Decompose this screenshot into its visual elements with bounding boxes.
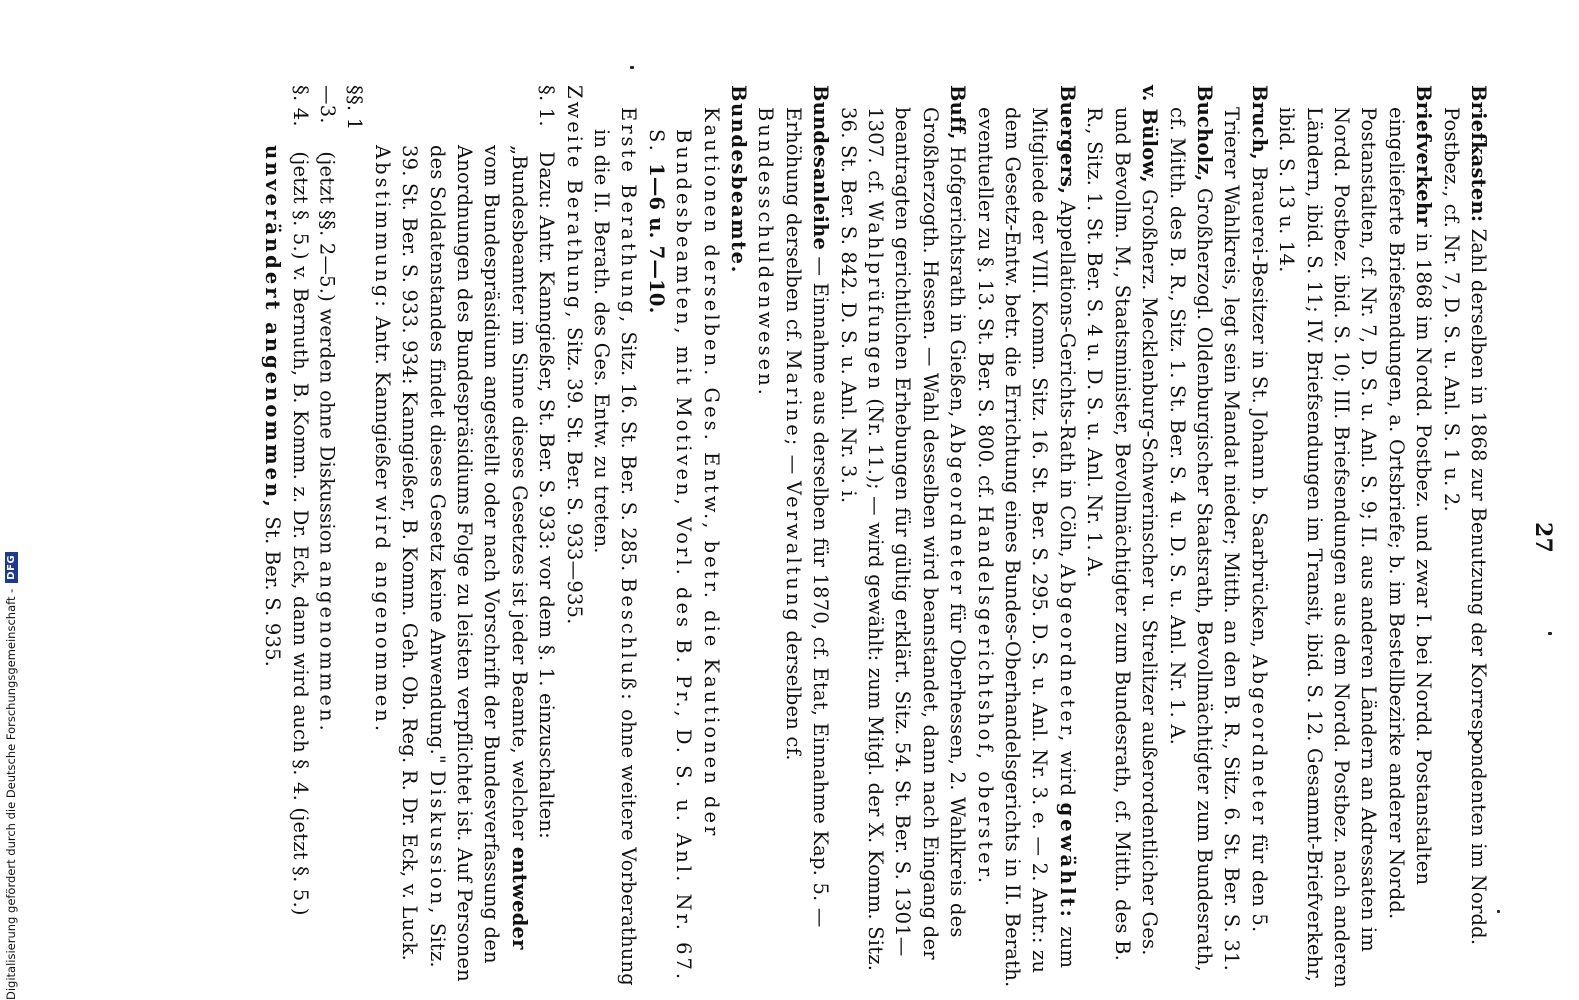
entry-spaced-term: gewählt: <box>1055 802 1079 920</box>
entry-keyword: Briefkasten: <box>1467 85 1490 223</box>
entry-text: wird <box>1055 744 1079 803</box>
entry-spaced-term: Beschluß: <box>617 577 641 703</box>
entry-text: Antr. Kanngießer <box>370 309 394 496</box>
entry-bold-term: entweder <box>507 846 531 950</box>
entry-bucholz <box>1163 85 1218 990</box>
entry-buergers <box>971 85 1081 990</box>
entry-spaced-term: Abstimmung: <box>370 145 394 310</box>
entry-keyword: Buergers, <box>1055 85 1079 195</box>
entry-spaced-term: Handelsgerichtshof, oberster. <box>973 505 997 887</box>
entry-text: Brauerei-Besitzer in St. Johann b. Saarbrücken, <box>1247 159 1271 655</box>
scan-speck <box>1497 910 1500 913</box>
entry-briefverkehr <box>1273 85 1437 990</box>
paragraph-1-3 <box>314 85 369 990</box>
entry-text: Zahl derselben in 1868 zur Benutzung der Korrespondenten im Nordd. Postbez., cf. Nr. 7, D. S. u. Anl. S. 1 u. 2. <box>1439 107 1490 946</box>
entry-spaced-term: angenommen. <box>315 560 339 734</box>
entry-spaced-term: Wahlprüfungen <box>864 200 888 392</box>
entry-spaced-term: Zweite Berathung, <box>562 85 586 321</box>
entry-spaced-term: Erste Berathung, <box>617 107 641 326</box>
entry-text: für Oberhessen, 2. Wahlkreis des Großherzogth. Hessen. — Wahl desselben wird beanstandet, dann nach Eingang der beantragten gerichtlichen Erhebungen für gültig erklärt. Sitz. 54. St. Ber. S. 1301—1307. cf. <box>864 107 970 960</box>
entry-spaced-term: Abgeordneter, <box>1055 564 1079 745</box>
entry-spaced-term: Marine; <box>781 349 805 449</box>
entry-bundesanleihe <box>752 85 834 990</box>
scan-speck <box>630 66 634 69</box>
entry-text: Dazu: Antr. Kanngießer, St. Ber. S. 933: vor dem §. 1. einzuschalten: „Bundesbeamter im Sinne dieses Gesetzes ist jeder Beamte, welcher <box>507 145 559 847</box>
entry-briefkasten <box>1437 85 1492 990</box>
entry-spaced-term: unverändert angenommen, <box>261 145 285 510</box>
paragraph-4 <box>259 85 314 990</box>
rotated-page-content <box>52 85 1556 990</box>
entry-text: in 1868 im Nordd. Postbez. und zwar I. bei Nordd. Postanstalten eingelieferte Briefsendungen, a. Ortsbriefe; b. im Bestellbezirke anderer Nordd. Postanstalten, cf. Nr. 7, D. S. u. Anl. S. 9; II. aus anderen Ländern an Adressaten im Nordd. Postbez. ibid. S. 10; III. Briefsendungen aus dem Nordd. Postbez. nach anderen Ländern, ibid. S. 11; IV. Briefsendungen im Transit, ibid. S. 12. Gesammt-Briefverkehr, ibid. S. 13 u. 14. <box>1275 107 1436 988</box>
paragraph-number: §. 1. <box>535 85 559 127</box>
entry-text: ohne weitere Vorberathung in die II. Berath. des Ges. Entw. zu treten. <box>590 129 641 986</box>
entry-text: Sitz. 39. St. Ber. S. 933—935. <box>562 320 586 625</box>
paragraph-number: §. 4. <box>288 85 312 127</box>
entry-keyword: Bruch, <box>1247 85 1271 160</box>
entry-heading-bundesbeamte: Bundesbeamte. <box>727 85 751 274</box>
entry-text: für den 5. Trierer Wahlkreis, legt sein Mandat nieder; Mitth. an den B. R., Sitz. 6. St. Ber. S. 31. <box>1220 107 1271 971</box>
entry-text: (jetzt §. 5.) v. Bernuth, B. Komm. z. Dr. Eck, dann wird auch §. 4. (jetzt §. 5.) <box>288 145 312 916</box>
entry-text: vom Bundespräsidium angestellt oder nach Vorschrift der Bundesverfassung den Anordnungen des Bundespräsidiums Folge zu leisten verpflichtet ist. Auf Personen des Soldatenstandes findet dieses Gesetz keine Anwendung." <box>425 145 504 982</box>
entry-keyword: v. Bülow, <box>1138 85 1162 183</box>
entry-text: Sitz. 16. St. Ber. S. 285. <box>617 325 641 578</box>
entry-text: Kautionen derselben. Ges. Entw., betr. die Kautionen der Bundesbeamten, mit Motiven, Vorl. des B. Pr., D. S. u. Anl. Nr. 67. S. <box>644 107 723 983</box>
digitization-footer <box>0 20 24 1000</box>
entry-text: Großherz. Mecklenburg-Schwerinscher u. Strelitzer außerordentlicher Ges. und Bevollm. M., Staatsminister, Bevollmächtigter zum Bundesrath, cf. Mitth. des B. R., Sitz. 1. St. Ber. S. 4 u. D. S. u. Anl. Nr. 1. A. <box>1083 107 1162 962</box>
entry-text: Appellations-Gerichts-Rath in Cöln, <box>1055 194 1079 565</box>
subentry-kautionen <box>642 85 724 990</box>
entry-text: derselben cf. <box>781 624 805 761</box>
footer-text: Digitalisierung gefördert durch die Deutsche Forschungsgemeinschaft - <box>4 588 18 1000</box>
entry-spaced-term: Bundesschuldenwesen. <box>754 107 778 398</box>
entry-text: zum Mitgliede der VIII. Komm. Sitz. 16. St. Ber. S. 295. D. S. u. Anl. Nr. 3. e. — 2. Antr.: zu dem Gesetz-Entw. betr. die Errichtung eines Bundes-Oberhandelsgerichts in II. Berath. eventueller zu §. 13. St. Ber. S. 800. cf. <box>973 107 1079 988</box>
dfg-logo: DFG <box>5 552 18 583</box>
subentry-erste-berathung <box>588 85 643 990</box>
entry-keyword: Buff, <box>946 85 970 140</box>
entry-text: Großherzogl. Oldenburgischer Staatsrath, Bevollmächtigter zum Bundesrath, cf. Mitth. des B. R., Sitz. 1. St. Ber. S. 4 u. D. S. u. Anl. Nr. 1. A. <box>1165 107 1216 972</box>
entry-spaced-term: Abgeordneter <box>1247 654 1271 828</box>
entry-spaced-term: wird angenommen. <box>370 495 394 735</box>
entry-text: Hofgerichtsrath in Gießen, <box>946 139 970 424</box>
entry-text: Sitz. 39. St. Ber. S. 933. 934: Kanngießer, B. Komm. Geh. Ob. Reg. R. Dr. Eck, v. Luck. <box>398 145 449 968</box>
entry-buelow <box>1081 85 1163 990</box>
entry-text: — <box>781 448 805 481</box>
entry-keyword: Briefverkehr <box>1412 85 1436 227</box>
entry-spaced-term: Abgeordneter <box>946 423 970 597</box>
entry-keyword: Bucholz, <box>1192 85 1216 182</box>
paragraph-1 <box>368 85 560 990</box>
entry-text: (jetzt §§. 2—5.) werden ohne Diskussion <box>315 145 339 561</box>
entry-buff <box>834 85 971 990</box>
subentry-zweite-berathung <box>560 85 587 990</box>
entry-bruch <box>1218 85 1273 990</box>
entry-keyword: Bundesanleihe <box>809 85 833 251</box>
entry-text: St. Ber. S. 935. <box>261 509 285 668</box>
page-number: 27 <box>1530 521 1556 553</box>
entry-page-range: 1—6 u. 7—10. <box>644 163 668 314</box>
entry-text: (Nr. 11.); — wird gewählt: zum Mitgl. der X. Komm. Sitz. 36. St. Ber. S. 842. D. S. u. Anl. Nr. 3. i. <box>836 107 888 972</box>
entry-text: — Einnahme aus derselben für 1870, cf. Etat, Einnahme Kap. 5. — Erhöhung derselben cf. <box>781 107 833 928</box>
entry-spaced-term: Verwaltung <box>781 480 805 625</box>
entry-spaced-term: Diskussion, <box>425 770 449 917</box>
paragraph-number: §§. 1—3. <box>315 85 367 131</box>
